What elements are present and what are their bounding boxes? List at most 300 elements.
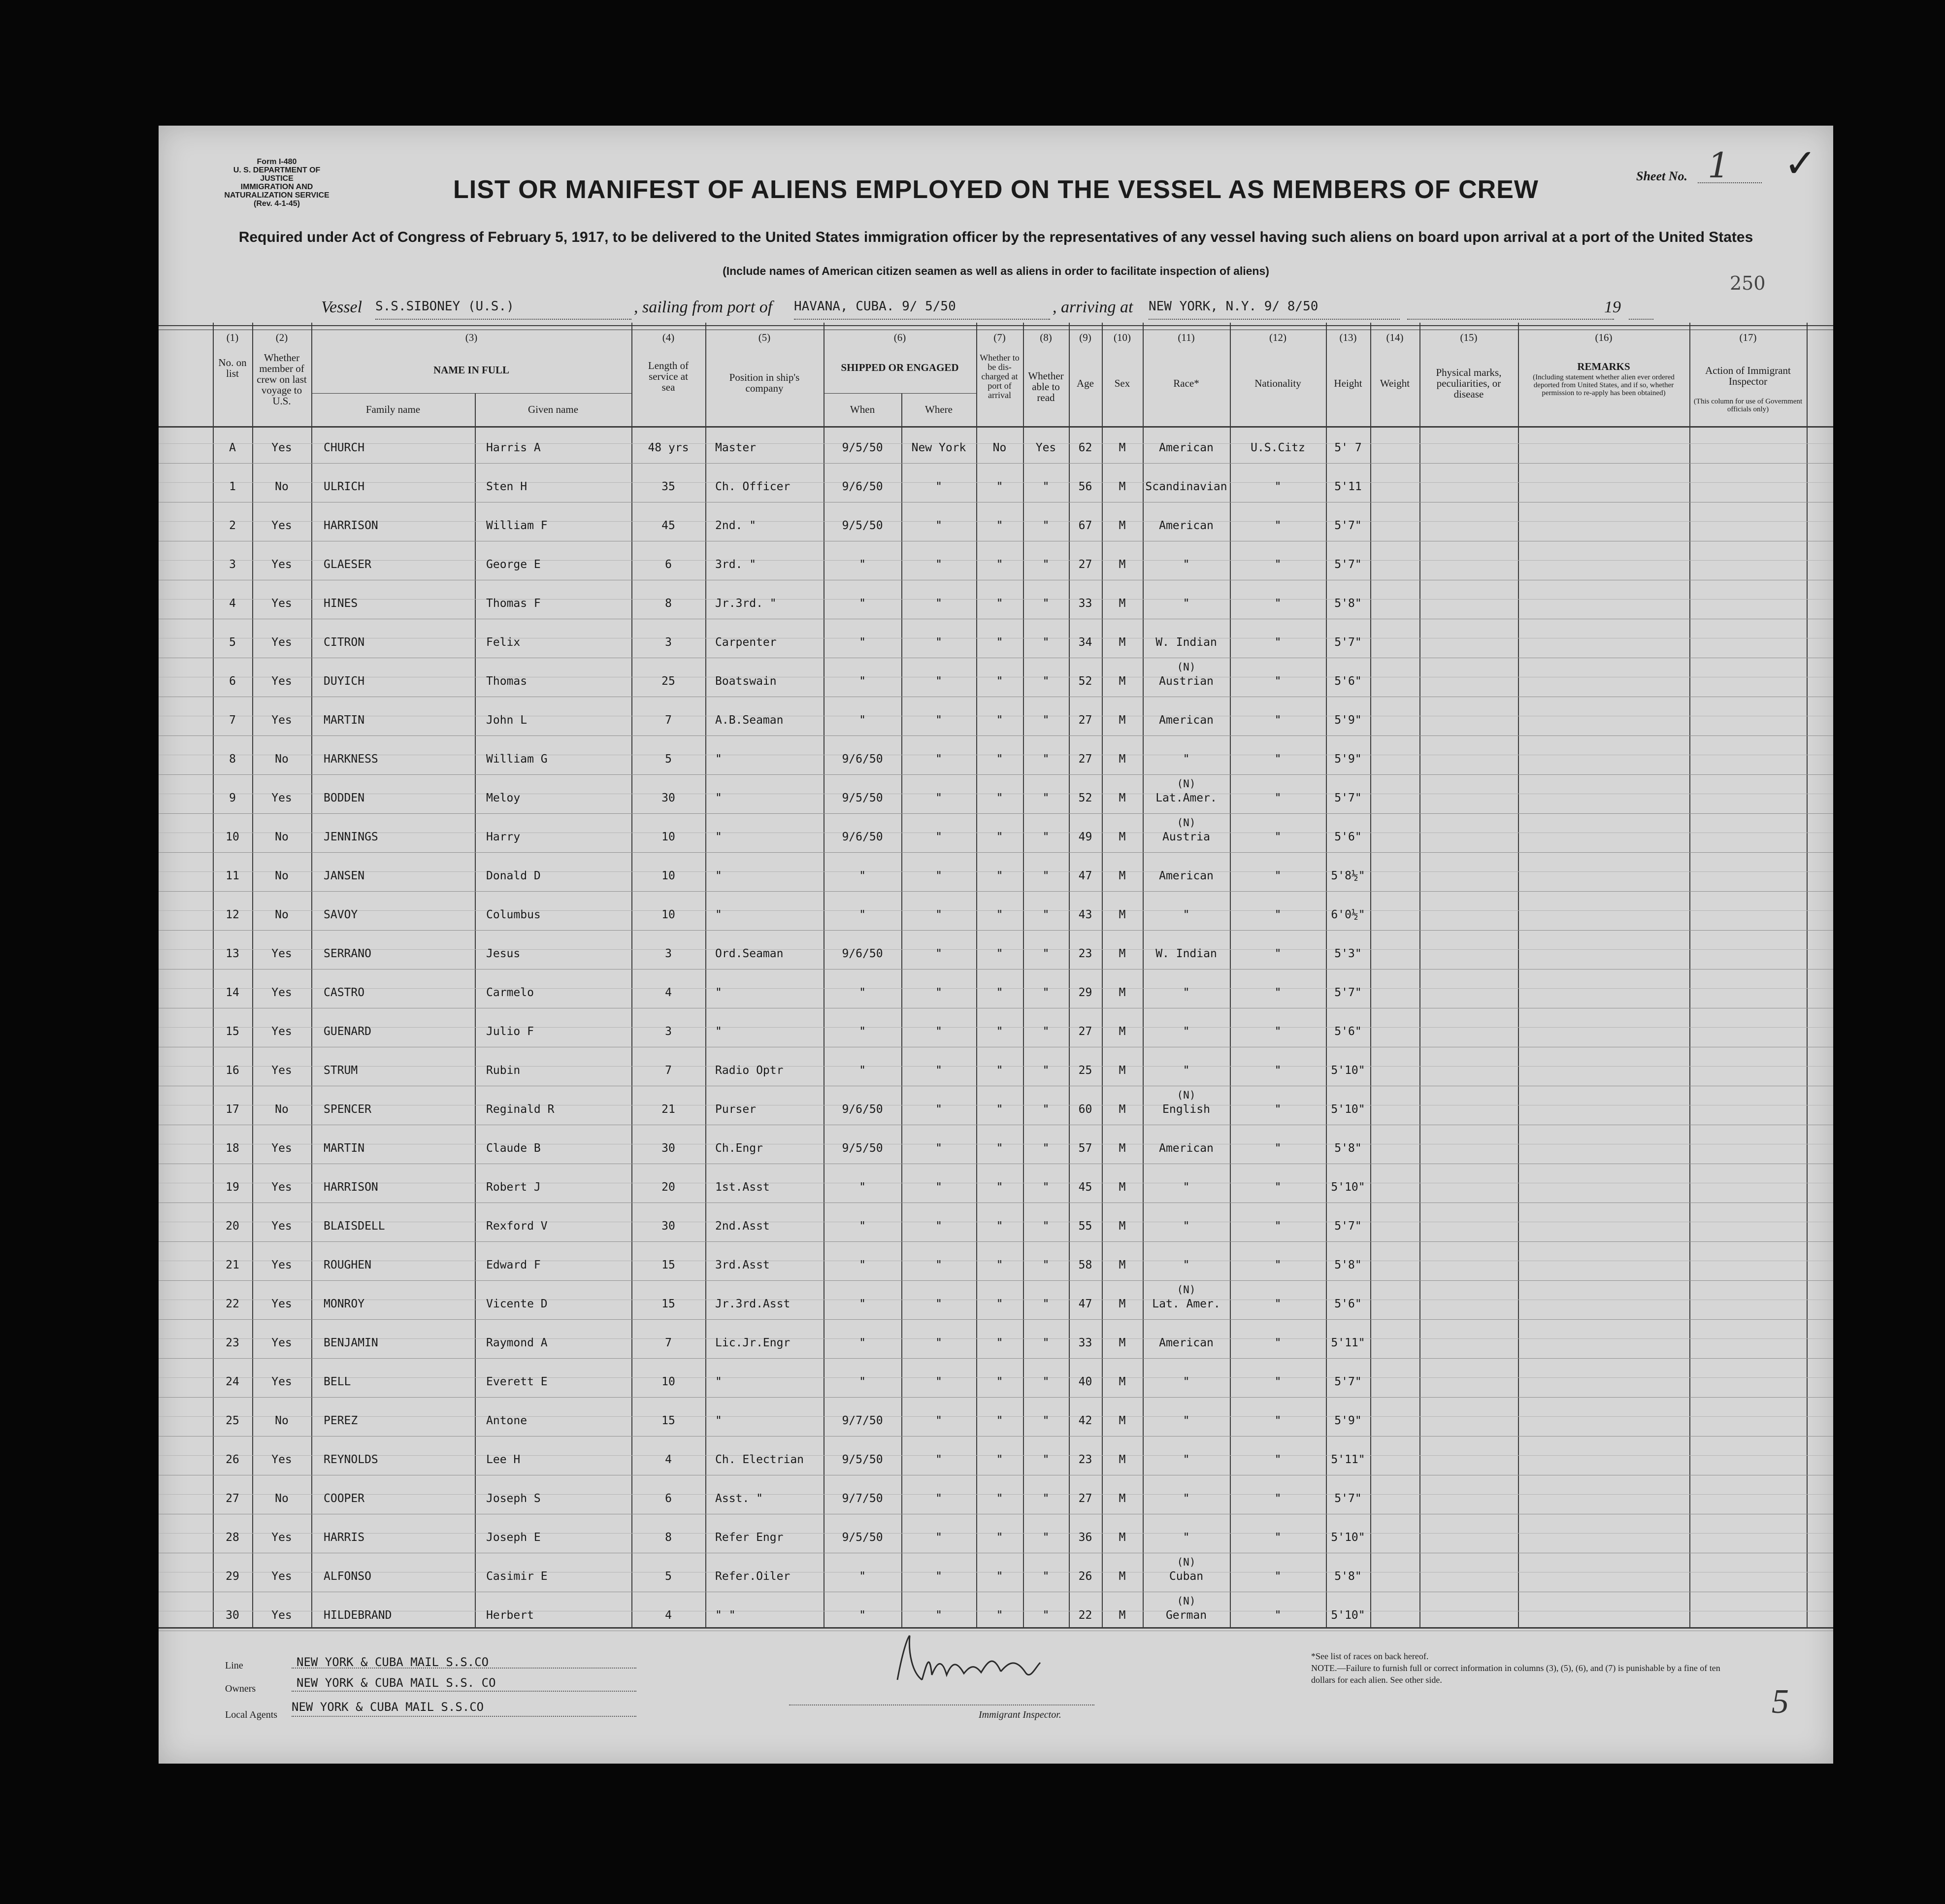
arriving-label: , arriving at (1053, 298, 1133, 316)
cell-nationality: " (1274, 675, 1282, 688)
cell-shipped-where: " (935, 1531, 942, 1544)
cell-able-to-read: " (1042, 675, 1050, 688)
col-divider (976, 323, 977, 1628)
cell-given-name: Joseph S (486, 1492, 541, 1505)
department-name: U. S. DEPARTMENT OF JUSTICE (233, 166, 321, 183)
cell-race: American (1159, 1142, 1214, 1155)
cell-able-to-read: " (1042, 1181, 1050, 1194)
cell-given-name: Reginald R (486, 1103, 555, 1116)
cell-family-name: ROUGHEN (324, 1259, 371, 1271)
agents-value: NEW YORK & CUBA MAIL S.S.CO (292, 1700, 484, 1714)
cell-able-to-read: " (1042, 908, 1050, 921)
cell-shipped-when: " (859, 558, 866, 571)
cell-nationality: " (1274, 636, 1282, 649)
cell-shipped-where: " (935, 1142, 942, 1155)
cell-length-of-service: 45 (661, 519, 675, 532)
col5-number: (5) (758, 332, 771, 343)
cell-discharged: " (996, 1220, 1003, 1233)
cell-shipped-when: " (859, 675, 866, 688)
cell-position: Purser (715, 1103, 757, 1116)
cell-sex: M (1119, 986, 1126, 999)
cell-shipped-where: " (935, 519, 942, 532)
cell-family-name: BLAISDELL (324, 1220, 385, 1233)
cell-shipped-where: " (935, 1259, 942, 1271)
cell-age: 27 (1078, 714, 1092, 727)
col15-number: (15) (1460, 332, 1478, 343)
cell-age: 33 (1078, 597, 1092, 610)
cell-position: Asst. " (715, 1492, 763, 1505)
inspector-dots (789, 1704, 1094, 1705)
cell-sex: M (1119, 714, 1126, 727)
cell-row-number: 30 (226, 1609, 239, 1622)
col-divider (1143, 323, 1144, 1628)
cell-position: " (715, 986, 722, 999)
cell-shipped-when: " (859, 1298, 866, 1310)
cell-race: W. Indian (1155, 947, 1217, 960)
cell-row-number: 13 (226, 947, 239, 960)
cell-shipped-when: " (859, 908, 866, 921)
cell-able-to-read: " (1042, 986, 1050, 999)
cell-shipped-where: " (935, 480, 942, 493)
cell-position: Lic.Jr.Engr (715, 1336, 791, 1349)
cell-discharged: " (996, 519, 1003, 532)
cell-position: " (715, 1414, 722, 1427)
cell-length-of-service: 8 (665, 1531, 672, 1544)
col13-header: Height (1334, 377, 1362, 389)
cell-age: 67 (1078, 519, 1092, 532)
cell-length-of-service: 5 (665, 753, 672, 766)
cell-height: 5'7" (1334, 1220, 1362, 1233)
cell-length-of-service: 4 (665, 1609, 672, 1622)
cell-shipped-when: 9/6/50 (842, 947, 883, 960)
races-note: *See list of races on back hereof. (1311, 1651, 1429, 1661)
cell-sex: M (1119, 636, 1126, 649)
cell-race: " (1183, 1414, 1190, 1427)
cell-race: American (1159, 441, 1214, 454)
col16-header: REMARKS (1577, 361, 1630, 372)
cell-shipped-when: " (859, 636, 866, 649)
cell-row-number: 6 (229, 675, 236, 688)
cell-age: 60 (1078, 1103, 1092, 1116)
cell-height: 5'7" (1334, 1492, 1362, 1505)
cell-height: 5'8" (1334, 1570, 1362, 1583)
cell-position: Ch.Engr (715, 1142, 763, 1155)
table-top-rule (159, 325, 1833, 326)
col10-header: Sex (1114, 377, 1130, 389)
table-row-rule (159, 1358, 1833, 1359)
col1-number: (1) (226, 332, 239, 343)
cell-age: 22 (1078, 1609, 1092, 1622)
cell-discharged: " (996, 869, 1003, 882)
cell-row-number: 25 (226, 1414, 239, 1427)
cell-age: 23 (1078, 1453, 1092, 1466)
cell-family-name: HARRIS (324, 1531, 365, 1544)
cell-able-to-read: " (1042, 1298, 1050, 1310)
cell-able-to-read: " (1042, 636, 1050, 649)
col4-number: (4) (662, 332, 675, 343)
cell-height: 5'11" (1331, 1453, 1365, 1466)
cell-nationality: " (1274, 1142, 1282, 1155)
cell-row-number: 19 (226, 1181, 239, 1194)
cell-discharged: " (996, 675, 1003, 688)
cell-height: 5'9" (1334, 714, 1362, 727)
header-bottom-rule (159, 426, 1833, 428)
col17-number: (17) (1739, 332, 1757, 343)
cell-prev-voyage: No (275, 1103, 289, 1116)
cell-nationality: " (1274, 1453, 1282, 1466)
col3-number: (3) (465, 332, 478, 343)
col11-number: (11) (1178, 332, 1195, 343)
cell-given-name: Meloy (486, 792, 521, 804)
cell-shipped-where: " (935, 597, 942, 610)
cell-race-note: (N) (1177, 661, 1196, 673)
cell-sex: M (1119, 947, 1126, 960)
cell-discharged: " (996, 1336, 1003, 1349)
service-name: IMMIGRATION AND NATURALIZATION SERVICE (224, 183, 330, 200)
cell-shipped-when: " (859, 1064, 866, 1077)
cell-discharged: " (996, 792, 1003, 804)
cell-shipped-where: " (935, 675, 942, 688)
cell-age: 29 (1078, 986, 1092, 999)
vessel-label: Vessel (321, 298, 363, 316)
cell-sex: M (1119, 1298, 1126, 1310)
check-mark-icon: ✓ (1784, 142, 1817, 186)
cell-discharged: " (996, 636, 1003, 649)
cell-nationality: " (1274, 986, 1282, 999)
owners-dots (292, 1691, 636, 1692)
cell-shipped-when: " (859, 1336, 866, 1349)
cell-sex: M (1119, 558, 1126, 571)
cell-prev-voyage: Yes (271, 1609, 292, 1622)
cell-prev-voyage: Yes (271, 1375, 292, 1388)
cell-sex: M (1119, 1336, 1126, 1349)
cell-length-of-service: 6 (665, 558, 672, 571)
cell-family-name: BELL (324, 1375, 351, 1388)
cell-prev-voyage: Yes (271, 1298, 292, 1310)
cell-race: American (1159, 869, 1214, 882)
cell-height: 5'6" (1334, 831, 1362, 843)
cell-length-of-service: 7 (665, 1336, 672, 1349)
col-divider (213, 323, 214, 1628)
col7-number: (7) (993, 332, 1006, 343)
cell-race: " (1183, 1064, 1190, 1077)
name-subheader-rule (311, 393, 631, 394)
cell-discharged: " (996, 1181, 1003, 1194)
cell-shipped-where: " (935, 1336, 942, 1349)
col4-header: Length of service at sea (648, 360, 689, 393)
cell-position: " " (715, 1609, 736, 1622)
cell-age: 55 (1078, 1220, 1092, 1233)
cell-shipped-when: 9/6/50 (842, 1103, 883, 1116)
cell-shipped-when: 9/5/50 (842, 1142, 883, 1155)
cell-age: 58 (1078, 1259, 1092, 1271)
cell-race: Austria (1162, 831, 1210, 843)
sheet-no-value: 1 (1708, 145, 1730, 186)
cell-nationality: " (1274, 1220, 1282, 1233)
cell-length-of-service: 5 (665, 1570, 672, 1583)
cell-discharged: " (996, 558, 1003, 571)
cell-discharged: " (996, 714, 1003, 727)
cell-age: 47 (1078, 1298, 1092, 1310)
cell-family-name: CHURCH (324, 441, 365, 454)
cell-age: 27 (1078, 1492, 1092, 1505)
cell-race: " (1183, 1259, 1190, 1271)
cell-race: American (1159, 519, 1214, 532)
cell-given-name: Vicente D (486, 1298, 548, 1310)
cell-shipped-when: " (859, 869, 866, 882)
cell-length-of-service: 30 (661, 1142, 675, 1155)
col13-number: (13) (1339, 332, 1357, 343)
cell-shipped-where: " (935, 1375, 942, 1388)
cell-prev-voyage: No (275, 908, 289, 921)
cell-length-of-service: 3 (665, 1025, 672, 1038)
cell-sex: M (1119, 1142, 1126, 1155)
cell-given-name: Columbus (486, 908, 541, 921)
col-divider (311, 323, 312, 1628)
cell-sex: M (1119, 1414, 1126, 1427)
cell-shipped-where: " (935, 1181, 942, 1194)
cell-length-of-service: 3 (665, 636, 672, 649)
cell-race-note: (N) (1177, 1089, 1196, 1101)
owners-value: NEW YORK & CUBA MAIL S.S. CO (297, 1676, 496, 1690)
cell-race: " (1183, 986, 1190, 999)
cell-discharged: " (996, 908, 1003, 921)
cell-shipped-where: " (935, 831, 942, 843)
cell-shipped-where: " (935, 1103, 942, 1116)
col14-header: Weight (1380, 377, 1410, 389)
cell-nationality: " (1274, 1336, 1282, 1349)
cell-nationality: " (1274, 1609, 1282, 1622)
cell-given-name: Raymond A (486, 1336, 548, 1349)
col17-header: Action of Immigrant Inspector (1705, 365, 1791, 387)
cell-row-number: 14 (226, 986, 239, 999)
cell-age: 43 (1078, 908, 1092, 921)
cell-sex: M (1119, 1531, 1126, 1544)
cell-height: 5'3" (1334, 947, 1362, 960)
cell-race: " (1183, 1531, 1190, 1544)
cell-length-of-service: 21 (661, 1103, 675, 1116)
cell-prev-voyage: Yes (271, 1336, 292, 1349)
cell-given-name: Donald D (486, 869, 541, 882)
cell-prev-voyage: No (275, 1492, 289, 1505)
cell-height: 5'10" (1331, 1103, 1365, 1116)
col-divider (475, 393, 476, 1628)
cell-height: 5'10" (1331, 1609, 1365, 1622)
cell-race: " (1183, 753, 1190, 766)
cell-shipped-when: " (859, 714, 866, 727)
cell-race: German (1165, 1609, 1207, 1622)
cell-able-to-read: " (1042, 792, 1050, 804)
cell-position: " (715, 1375, 722, 1388)
cell-row-number: 1 (229, 480, 236, 493)
cell-race: Scandinavian (1145, 480, 1227, 493)
cell-nationality: " (1274, 1298, 1282, 1310)
cell-shipped-when: " (859, 1025, 866, 1038)
cell-length-of-service: 8 (665, 597, 672, 610)
cell-discharged: " (996, 1064, 1003, 1077)
col-divider (1326, 323, 1327, 1628)
cell-given-name: Thomas F (486, 597, 541, 610)
cell-row-number: 29 (226, 1570, 239, 1583)
cell-length-of-service: 10 (661, 1375, 675, 1388)
cell-shipped-where: New York (911, 441, 966, 454)
cell-position: Ord.Seaman (715, 947, 784, 960)
cell-height: 5'8" (1334, 1142, 1362, 1155)
cell-family-name: HARKNESS (324, 753, 378, 766)
cell-able-to-read: " (1042, 1103, 1050, 1116)
cell-prev-voyage: Yes (271, 1142, 292, 1155)
cell-age: 52 (1078, 675, 1092, 688)
table-row-rule (159, 1319, 1833, 1320)
cell-family-name: MARTIN (324, 1142, 365, 1155)
cell-family-name: PEREZ (324, 1414, 358, 1427)
cell-prev-voyage: Yes (271, 558, 292, 571)
cell-prev-voyage: No (275, 831, 289, 843)
year-label: 19 (1604, 298, 1621, 316)
cell-prev-voyage: Yes (271, 597, 292, 610)
arriving-port: NEW YORK, N.Y. 9/ 8/50 (1149, 299, 1319, 314)
cell-nationality: " (1274, 519, 1282, 532)
cell-row-number: 27 (226, 1492, 239, 1505)
cell-shipped-where: " (935, 986, 942, 999)
cell-race: Cuban (1169, 1570, 1204, 1583)
cell-position: Boatswain (715, 675, 777, 688)
cell-prev-voyage: Yes (271, 1531, 292, 1544)
cell-given-name: Harry (486, 831, 521, 843)
cell-nationality: " (1274, 714, 1282, 727)
cell-position: Master (715, 441, 757, 454)
cell-row-number: 8 (229, 753, 236, 766)
cell-shipped-where: " (935, 1298, 942, 1310)
cell-length-of-service: 15 (661, 1259, 675, 1271)
cell-position: Ch. Electrian (715, 1453, 804, 1466)
cell-given-name: Carmelo (486, 986, 534, 999)
cell-length-of-service: 4 (665, 1453, 672, 1466)
cell-height: 5'9" (1334, 753, 1362, 766)
cell-sex: M (1119, 1259, 1126, 1271)
cell-given-name: William G (486, 753, 548, 766)
cell-length-of-service: 30 (661, 1220, 675, 1233)
line-value: NEW YORK & CUBA MAIL S.S.CO (297, 1655, 489, 1669)
cell-height: 5'11 (1334, 480, 1362, 493)
cell-shipped-where: " (935, 1064, 942, 1077)
cell-race-note: (N) (1177, 1595, 1196, 1607)
col-divider (252, 323, 253, 1628)
cell-prev-voyage: Yes (271, 714, 292, 727)
cell-length-of-service: 25 (661, 675, 675, 688)
cell-row-number: 5 (229, 636, 236, 649)
inspector-signature (868, 1633, 1085, 1692)
cell-position: " (715, 792, 722, 804)
cell-prev-voyage: Yes (271, 675, 292, 688)
cell-prev-voyage: No (275, 1414, 289, 1427)
cell-given-name: Felix (486, 636, 521, 649)
cell-shipped-where: " (935, 1492, 942, 1505)
cell-shipped-when: 9/5/50 (842, 792, 883, 804)
cell-age: 36 (1078, 1531, 1092, 1544)
cell-given-name: William F (486, 519, 548, 532)
cell-nationality: " (1274, 1103, 1282, 1116)
cell-family-name: CITRON (324, 636, 365, 649)
cell-shipped-where: " (935, 558, 942, 571)
cell-given-name: George E (486, 558, 541, 571)
where-header: Where (925, 403, 953, 415)
cell-family-name: COOPER (324, 1492, 365, 1505)
agents-dots (292, 1716, 636, 1717)
cell-position: 1st.Asst (715, 1181, 770, 1194)
cell-prev-voyage: Yes (271, 1453, 292, 1466)
cell-race: Lat. Amer. (1152, 1298, 1220, 1310)
cell-family-name: HILDEBRAND (324, 1609, 392, 1622)
cell-position: Jr.3rd. " (715, 597, 777, 610)
table-row-rule (159, 852, 1833, 853)
cell-discharged: " (996, 753, 1003, 766)
col2-header: Whether member of crew on last voyage to U.S. (257, 352, 307, 407)
cell-row-number: 7 (229, 714, 236, 727)
cell-discharged: " (996, 1414, 1003, 1427)
table-row-rule (159, 1397, 1833, 1398)
cell-given-name: Sten H (486, 480, 527, 493)
cell-row-number: 4 (229, 597, 236, 610)
cell-race: English (1162, 1103, 1210, 1116)
cell-prev-voyage: No (275, 480, 289, 493)
cell-shipped-when: 9/6/50 (842, 831, 883, 843)
cell-nationality: " (1274, 1570, 1282, 1583)
cell-nationality: " (1274, 831, 1282, 843)
cell-shipped-where: " (935, 869, 942, 882)
cell-age: 26 (1078, 1570, 1092, 1583)
cell-shipped-when: 9/6/50 (842, 753, 883, 766)
cell-nationality: " (1274, 792, 1282, 804)
cell-shipped-when: " (859, 1259, 866, 1271)
cell-shipped-where: " (935, 792, 942, 804)
cell-prev-voyage: Yes (271, 636, 292, 649)
form-subtitle: Required under Act of Congress of February 5, 1917, to be delivered to the United States immigration officer by the representatives of any vessel having such aliens on board upon arrival at a port of the United States (238, 229, 1753, 245)
cell-nationality: " (1274, 753, 1282, 766)
table-row-rule (159, 463, 1833, 464)
col8-number: (8) (1040, 332, 1052, 343)
cell-age: 49 (1078, 831, 1092, 843)
cell-prev-voyage: Yes (271, 1220, 292, 1233)
cell-sex: M (1119, 675, 1126, 688)
cell-shipped-where: " (935, 753, 942, 766)
cell-able-to-read: " (1042, 1453, 1050, 1466)
cell-row-number: 10 (226, 831, 239, 843)
cell-discharged: " (996, 1298, 1003, 1310)
family-name-header: Family name (365, 403, 421, 415)
cell-nationality: " (1274, 908, 1282, 921)
cell-age: 47 (1078, 869, 1092, 882)
cell-able-to-read: " (1042, 1414, 1050, 1427)
arriving-port-line (1149, 299, 1400, 320)
cell-nationality: " (1274, 480, 1282, 493)
cell-length-of-service: 10 (661, 869, 675, 882)
cell-sex: M (1119, 1570, 1126, 1583)
cell-shipped-when: 9/5/50 (842, 441, 883, 454)
cell-shipped-when: " (859, 1181, 866, 1194)
sailing-label: , sailing from port of (634, 298, 773, 316)
owners-label: Owners (225, 1683, 256, 1694)
cell-shipped-when: 9/6/50 (842, 480, 883, 493)
cell-given-name: Rexford V (486, 1220, 548, 1233)
col-divider (1807, 323, 1808, 1628)
cell-able-to-read: " (1042, 714, 1050, 727)
cell-given-name: Rubin (486, 1064, 521, 1077)
cell-age: 56 (1078, 480, 1092, 493)
col8-header: Whether able to read (1028, 370, 1064, 403)
cell-length-of-service: 30 (661, 792, 675, 804)
col-divider (705, 323, 706, 1628)
